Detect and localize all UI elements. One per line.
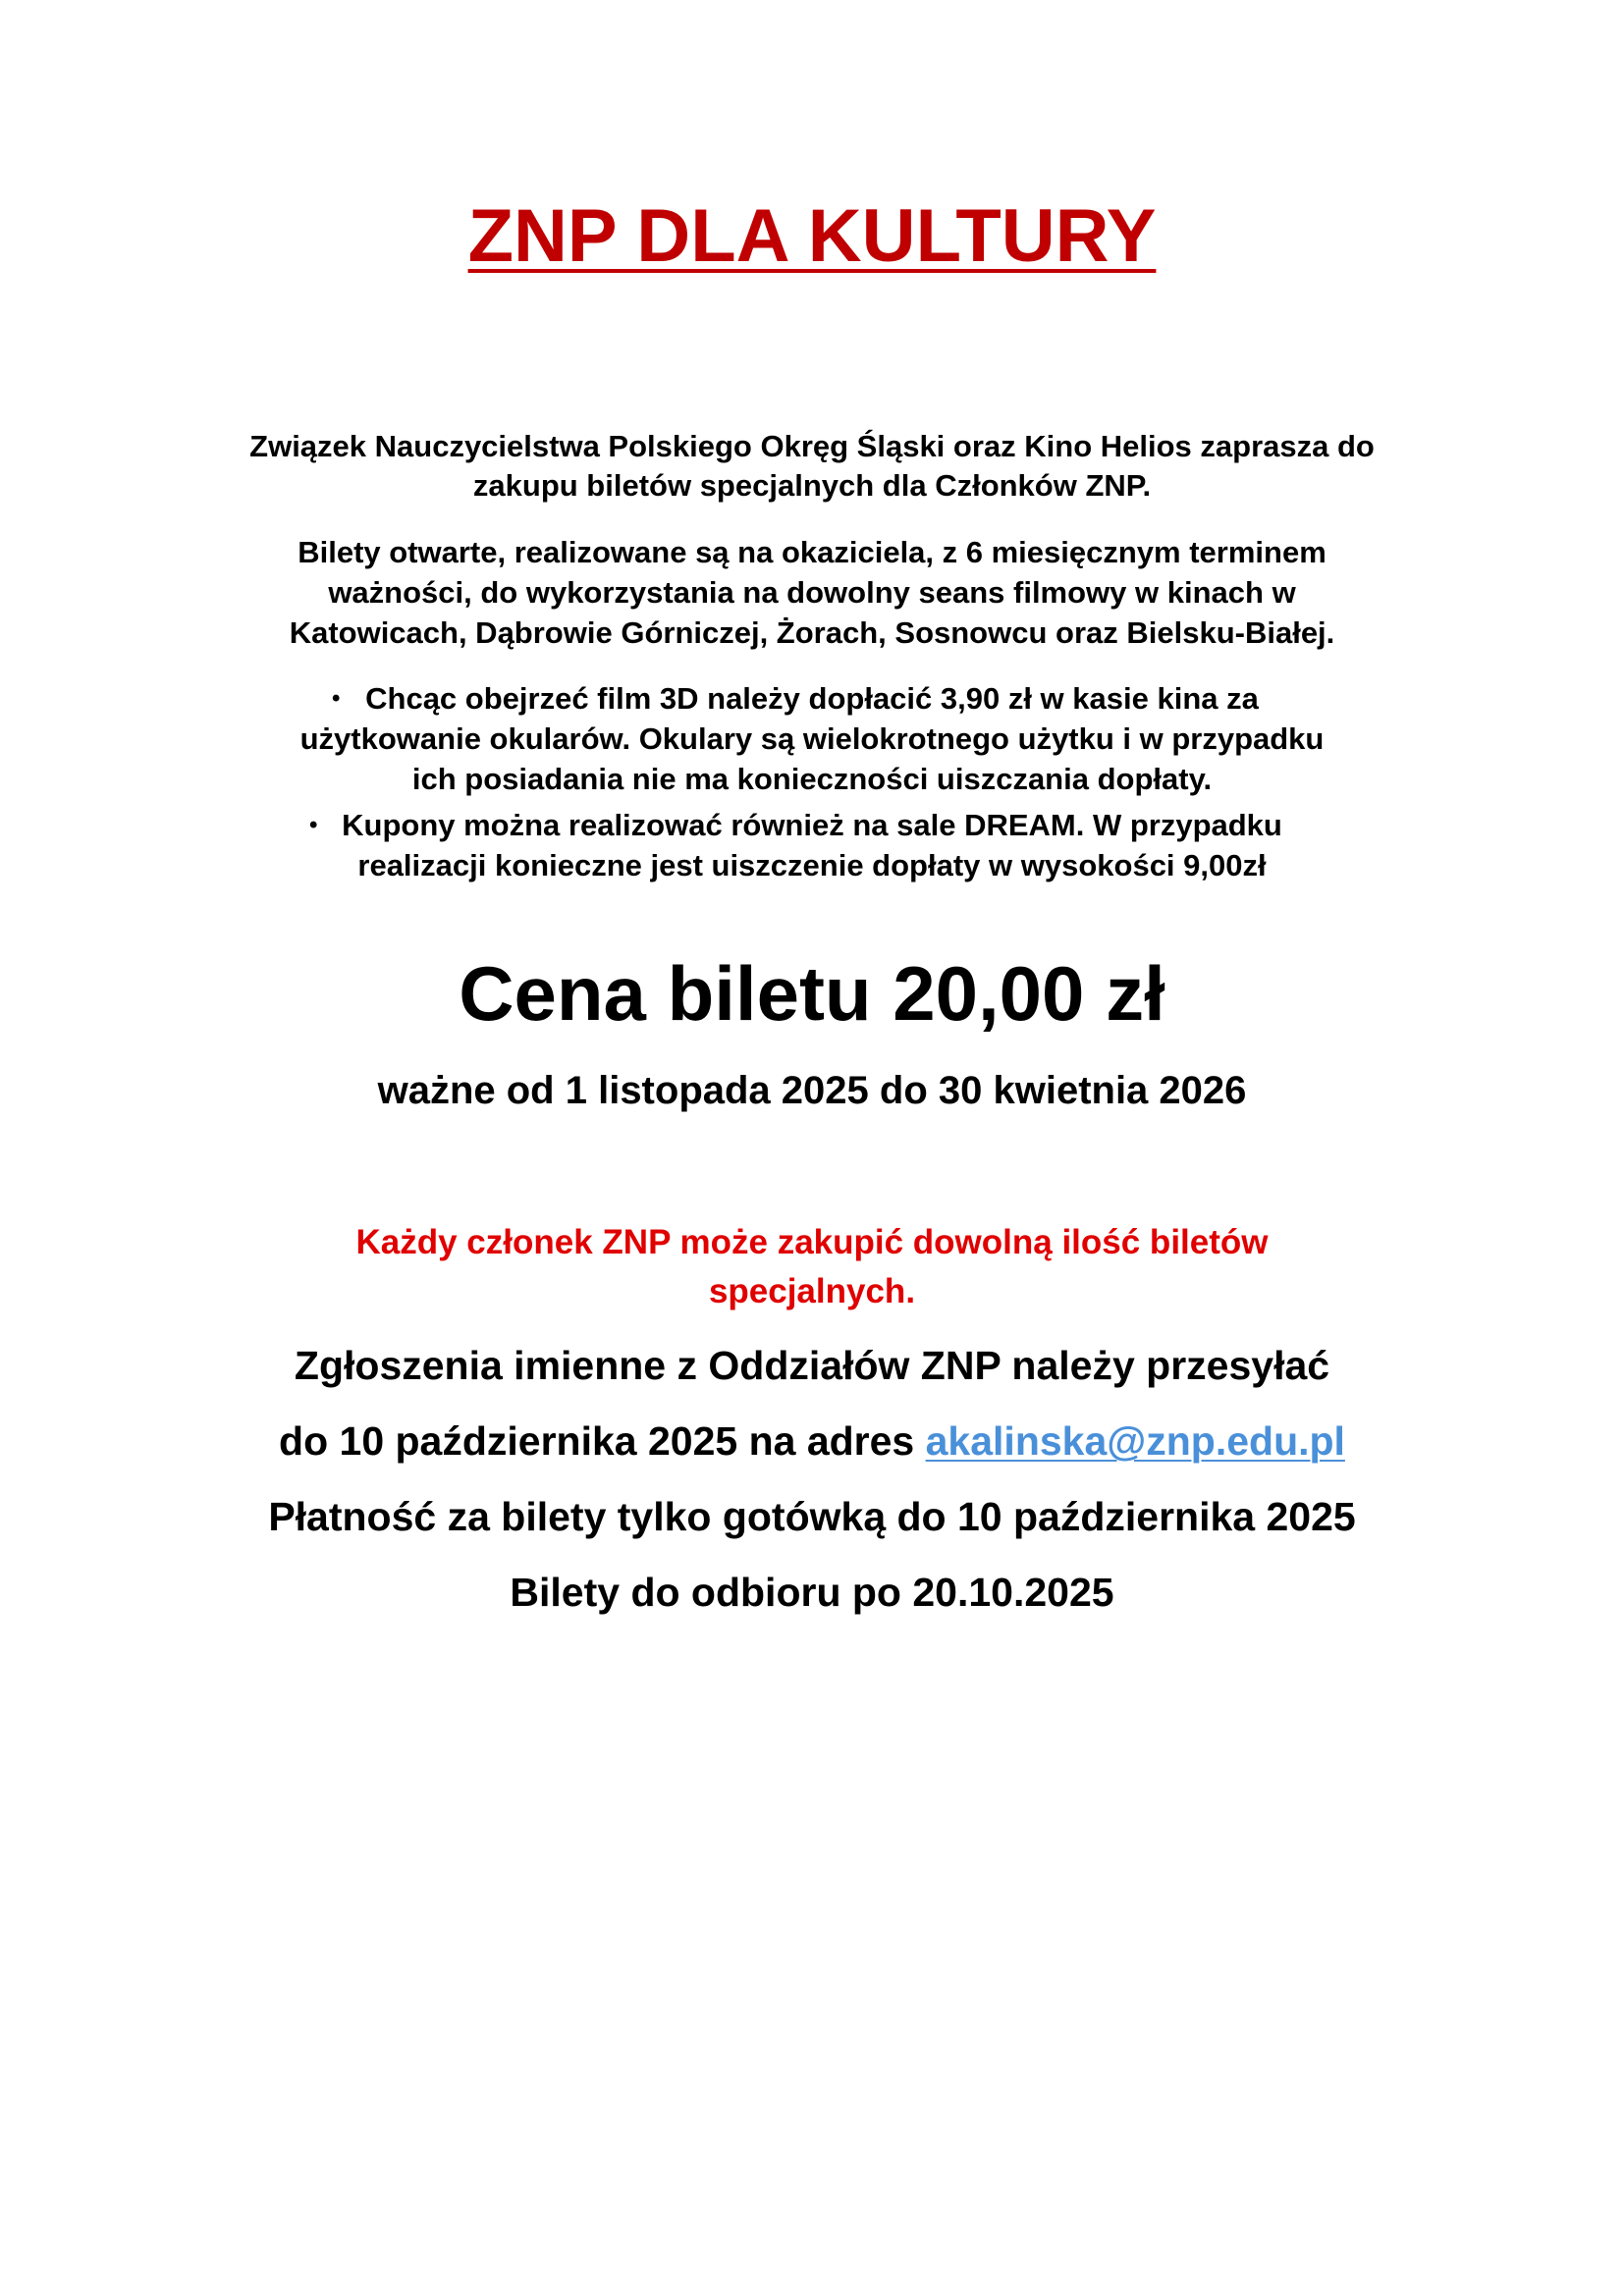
bullet-1-line-2: użytkowanie okularów. Okulary są wielokrotnego użytku i w przypadku (299, 721, 1325, 756)
bullet-2-line-1: Kupony można realizować również na sale DREAM. W przypadku (342, 808, 1282, 842)
bullet-icon: • (332, 685, 341, 712)
tickets-info-line-2: ważności, do wykorzystania na dowolny seans filmowy w kinach w (328, 575, 1296, 610)
intro-line-1: Związek Nauczycielstwa Polskiego Okręg Śląski oraz Kino Helios zaprasza do (249, 429, 1375, 463)
bullet-1-line-1: Chcąc obejrzeć film 3D należy dopłacić 3,90 zł w kasie kina za (365, 681, 1259, 716)
submissions-prefix: do 10 października 2025 na adres (279, 1418, 926, 1464)
bullet-2-line-2: realizacji konieczne jest uiszczenie dopłaty w wysokości 9,00zł (357, 848, 1267, 882)
email-link[interactable]: akalinska@znp.edu.pl (925, 1418, 1345, 1464)
member-note-line-1: Każdy członek ZNP może zakupić dowolną ilość biletów (355, 1223, 1269, 1261)
member-note-line-2: specjalnych. (708, 1272, 916, 1310)
payment-info: Płatność za bilety tylko gotówką do 10 października 2025 (268, 1494, 1356, 1539)
document-title: ZNP DLA KULTURY (467, 194, 1157, 278)
bullet-1-line-3: ich posiadania nie ma konieczności uiszczania dopłaty. (411, 762, 1213, 796)
submissions-line-2 (0, 1415, 1624, 1467)
submissions-line-1: Zgłoszenia imienne z Oddziałów ZNP należy przesyłać (294, 1343, 1330, 1388)
bullet-icon: • (309, 812, 318, 838)
intro-line-2: zakupu biletów specjalnych dla Członków ZNP. (472, 468, 1152, 503)
tickets-info-line-1: Bilety otwarte, realizowane są na okaziciela, z 6 miesięcznym terminem (298, 535, 1326, 569)
ticket-price: Cena biletu 20,00 zł (459, 950, 1165, 1037)
validity-period: ważne od 1 listopada 2025 do 30 kwietnia 2026 (377, 1069, 1247, 1112)
pickup-info: Bilety do odbioru po 20.10.2025 (510, 1570, 1114, 1615)
tickets-info-line-3: Katowicach, Dąbrowie Górniczej, Żorach, Sosnowcu oraz Bielsku-Białej. (289, 615, 1335, 650)
